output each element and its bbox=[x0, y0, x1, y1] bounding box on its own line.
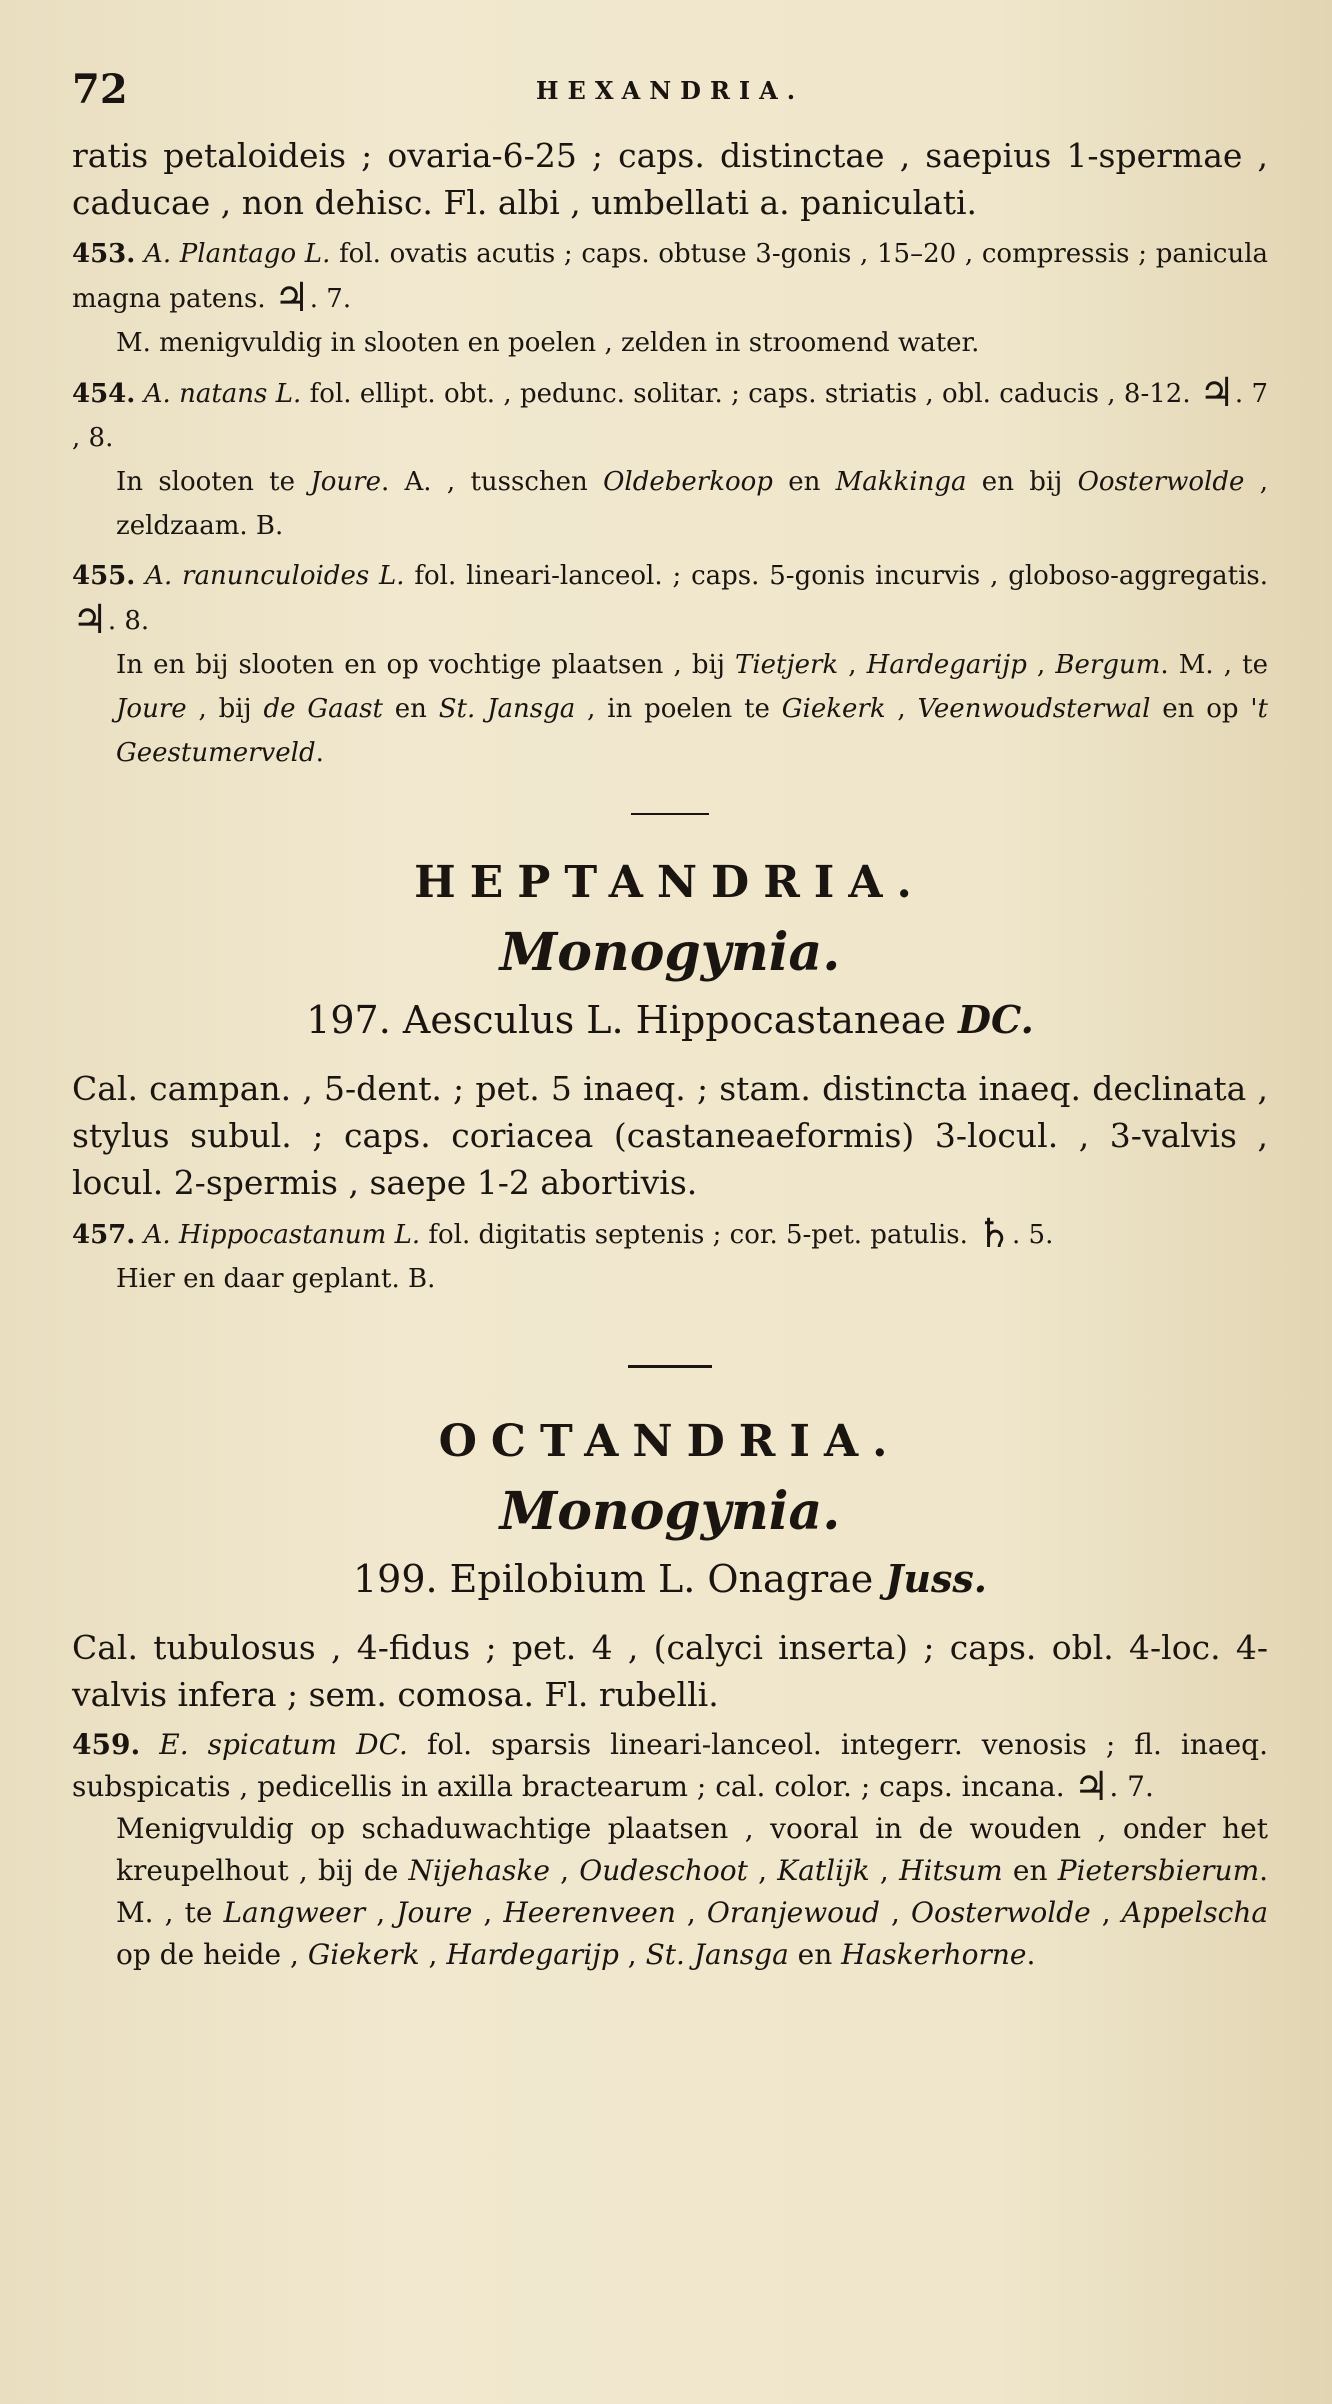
note-text: , bbox=[838, 650, 867, 680]
habitat-note-457: Hier en daar geplant. B. bbox=[116, 1264, 436, 1294]
entry-number: 459. bbox=[72, 1728, 141, 1761]
note-text: , bbox=[419, 1938, 447, 1971]
species-entry-457 bbox=[72, 1212, 1268, 1257]
locality: Pietersbierum bbox=[1057, 1854, 1260, 1887]
page-number: 72 bbox=[72, 66, 128, 113]
note-text: , bbox=[365, 1896, 397, 1929]
flowering-months: . 7 , 8. bbox=[72, 379, 1269, 453]
family-authority: Juss. bbox=[885, 1556, 988, 1601]
locality: Oudeschoot bbox=[579, 1854, 748, 1887]
note-text: en bbox=[772, 467, 836, 497]
note-text: . bbox=[315, 738, 324, 768]
entry-number: 457. bbox=[72, 1220, 136, 1250]
species-entry-454 bbox=[72, 371, 1268, 460]
species-name: E. spicatum DC. bbox=[159, 1728, 408, 1761]
locality: Hardegarijp bbox=[866, 650, 1027, 680]
note-text: , bbox=[879, 1896, 911, 1929]
species-entry-455 bbox=[72, 554, 1268, 643]
locality: Oosterwolde bbox=[1077, 467, 1245, 497]
genus-name: 199. Epilobium L. Onagrae bbox=[352, 1557, 874, 1601]
locality: Hitsum bbox=[899, 1854, 1003, 1887]
note-text: , in poelen te bbox=[575, 694, 782, 724]
note-text: , bbox=[747, 1854, 778, 1887]
locality: Tietjerk bbox=[735, 650, 839, 680]
locality: Veenwoudsterwal bbox=[917, 694, 1151, 724]
locality: Nijehaske bbox=[408, 1854, 550, 1887]
note-text: , bbox=[549, 1854, 580, 1887]
species-entry-459 bbox=[72, 1724, 1268, 1808]
species-entry-453 bbox=[72, 232, 1268, 321]
note-text: , bbox=[472, 1896, 504, 1929]
locality: Giekerk bbox=[781, 694, 886, 724]
section-divider bbox=[631, 813, 709, 815]
class-heading-octandria: OCTANDRIA. bbox=[438, 1416, 902, 1467]
species-description: fol. sparsis lineari-lanceol. integerr. venosis ; fl. inaeq. subspicatis , pedicellis in axilla bractearum ; cal. color. ; caps. incana. bbox=[72, 1728, 1268, 1803]
locality: Appelscha bbox=[1121, 1896, 1269, 1929]
note-text: en bij bbox=[966, 467, 1078, 497]
section-divider bbox=[628, 1365, 712, 1368]
species-name: A. natans L. bbox=[143, 379, 302, 409]
species-description: fol. digitatis septenis ; cor. 5-pet. patulis. bbox=[428, 1220, 968, 1250]
entry-number: 454. bbox=[72, 379, 136, 409]
class-heading-heptandria: HEPTANDRIA. bbox=[414, 857, 926, 908]
page-header bbox=[72, 62, 1268, 132]
locality: 't Geestumerveld bbox=[116, 694, 1268, 768]
note-text: . A. , tusschen bbox=[380, 467, 604, 497]
species-name: A. Hippocastanum L. bbox=[143, 1220, 421, 1250]
locality: Hardegarijp bbox=[446, 1938, 619, 1971]
habitat-note-459 bbox=[72, 1808, 1268, 1976]
species-description: fol. ellipt. obt. , pedunc. solitar. ; caps. striatis , obl. caducis , 8-12. bbox=[309, 379, 1191, 409]
note-text: , bbox=[885, 694, 918, 724]
note-text: . M. , te bbox=[1160, 650, 1269, 680]
species-name: A. Plantago L. bbox=[144, 239, 331, 269]
flowering-months: . 8. bbox=[107, 606, 150, 636]
entry-number: 455. bbox=[72, 561, 136, 591]
locality: St. Jansga bbox=[645, 1938, 789, 1971]
genus-description-aesculus: Cal. campan. , 5-dent. ; pet. 5 inaeq. ; stam. distincta inaeq. declinata , stylus subul. ; caps. coriacea (castaneaeformis) 3-locul. , 3-valvis , locul. 2-spermis , saepe 1-2 abortivis. bbox=[72, 1069, 1268, 1202]
note-text: , zeldzaam. B. bbox=[116, 467, 1268, 541]
perennial-symbol: ♃ bbox=[1198, 369, 1235, 416]
note-text: In en bij slooten en op vochtige plaatsen , bij bbox=[116, 650, 736, 680]
locality: Giekerk bbox=[307, 1938, 420, 1971]
locality: Joure bbox=[396, 1896, 473, 1929]
note-text: , bij bbox=[186, 694, 264, 724]
species-name: A. ranunculoides L. bbox=[145, 561, 405, 591]
note-text: , bbox=[618, 1938, 646, 1971]
locality: Makkinga bbox=[835, 467, 967, 497]
habitat-note-453: M. menigvuldig in slooten en poelen , zelden in stroomend water. bbox=[116, 328, 980, 358]
genus-description-epilobium: Cal. tubulosus , 4-fidus ; pet. 4 , (calyci inserta) ; caps. obl. 4-loc. 4-valvis infera ; sem. comosa. Fl. rubelli. bbox=[72, 1628, 1268, 1714]
locality: Bergum bbox=[1055, 650, 1161, 680]
note-text: en bbox=[382, 694, 439, 724]
locality: Heerenveen bbox=[503, 1896, 676, 1929]
entry-number: 453. bbox=[72, 239, 136, 269]
order-heading-monogynia: Monogynia. bbox=[499, 922, 841, 983]
habitat-note-455 bbox=[72, 643, 1268, 775]
note-text: , bbox=[1090, 1896, 1122, 1929]
note-text: en bbox=[1002, 1854, 1058, 1887]
running-head: HEXANDRIA. bbox=[535, 76, 805, 105]
note-text: , bbox=[869, 1854, 900, 1887]
perennial-symbol: ♃ bbox=[273, 274, 310, 321]
note-text: , bbox=[675, 1896, 707, 1929]
flowering-months: . 7. bbox=[309, 284, 352, 314]
perennial-symbol: ♃ bbox=[72, 596, 108, 643]
genus-name: 197. Aesculus L. Hippocastaneae bbox=[306, 998, 946, 1042]
note-text: . M. , te bbox=[116, 1854, 1269, 1929]
family-authority: DC. bbox=[958, 997, 1034, 1042]
order-heading-monogynia: Monogynia. bbox=[499, 1481, 841, 1542]
note-text: . bbox=[1026, 1938, 1036, 1971]
locality: Oosterwolde bbox=[911, 1896, 1091, 1929]
note-text: In slooten te bbox=[116, 467, 311, 497]
species-description: fol. lineari-lanceol. ; caps. 5-gonis incurvis , globoso-aggregatis. bbox=[414, 561, 1269, 591]
locality: Haskerhorne bbox=[841, 1938, 1027, 1971]
note-text: en op bbox=[1150, 694, 1251, 724]
note-text: op de heide , bbox=[116, 1938, 308, 1971]
habitat-note-454 bbox=[72, 460, 1268, 548]
locality: Oldeberkoop bbox=[603, 467, 773, 497]
locality: Oranjewoud bbox=[706, 1896, 880, 1929]
flowering-months: . 7. bbox=[1109, 1770, 1154, 1803]
locality: St. Jansga bbox=[438, 694, 576, 724]
perennial-symbol: ♃ bbox=[1073, 1763, 1110, 1810]
locality: Joure bbox=[116, 694, 187, 724]
tree-symbol: ♄ bbox=[976, 1210, 1013, 1257]
note-text: Menigvuldig op schaduwachtige plaatsen , vooral in de wouden , onder het kreupelhout , bij de bbox=[116, 1812, 1268, 1887]
locality: de Gaast bbox=[263, 694, 383, 724]
note-text: en bbox=[788, 1938, 842, 1971]
species-description: fol. ovatis acutis ; caps. obtuse 3-gonis , 15–20 , compressis ; panicula magna patens. bbox=[72, 239, 1269, 314]
genus-heading-epilobium bbox=[72, 1548, 1268, 1610]
locality: Joure bbox=[310, 467, 381, 497]
note-text: , bbox=[1026, 650, 1056, 680]
flowering-months: . 5. bbox=[1012, 1220, 1054, 1250]
locality: Katlijk bbox=[777, 1854, 870, 1887]
locality: Langweer bbox=[223, 1896, 366, 1929]
genus-heading-aesculus bbox=[72, 989, 1268, 1051]
intro-paragraph: ratis petaloideis ; ovaria-6-25 ; caps. distinctae , saepius 1-spermae , caducae , non dehisc. Fl. albi , umbellati a. paniculati. bbox=[72, 136, 1268, 222]
page-content bbox=[72, 62, 1268, 1976]
